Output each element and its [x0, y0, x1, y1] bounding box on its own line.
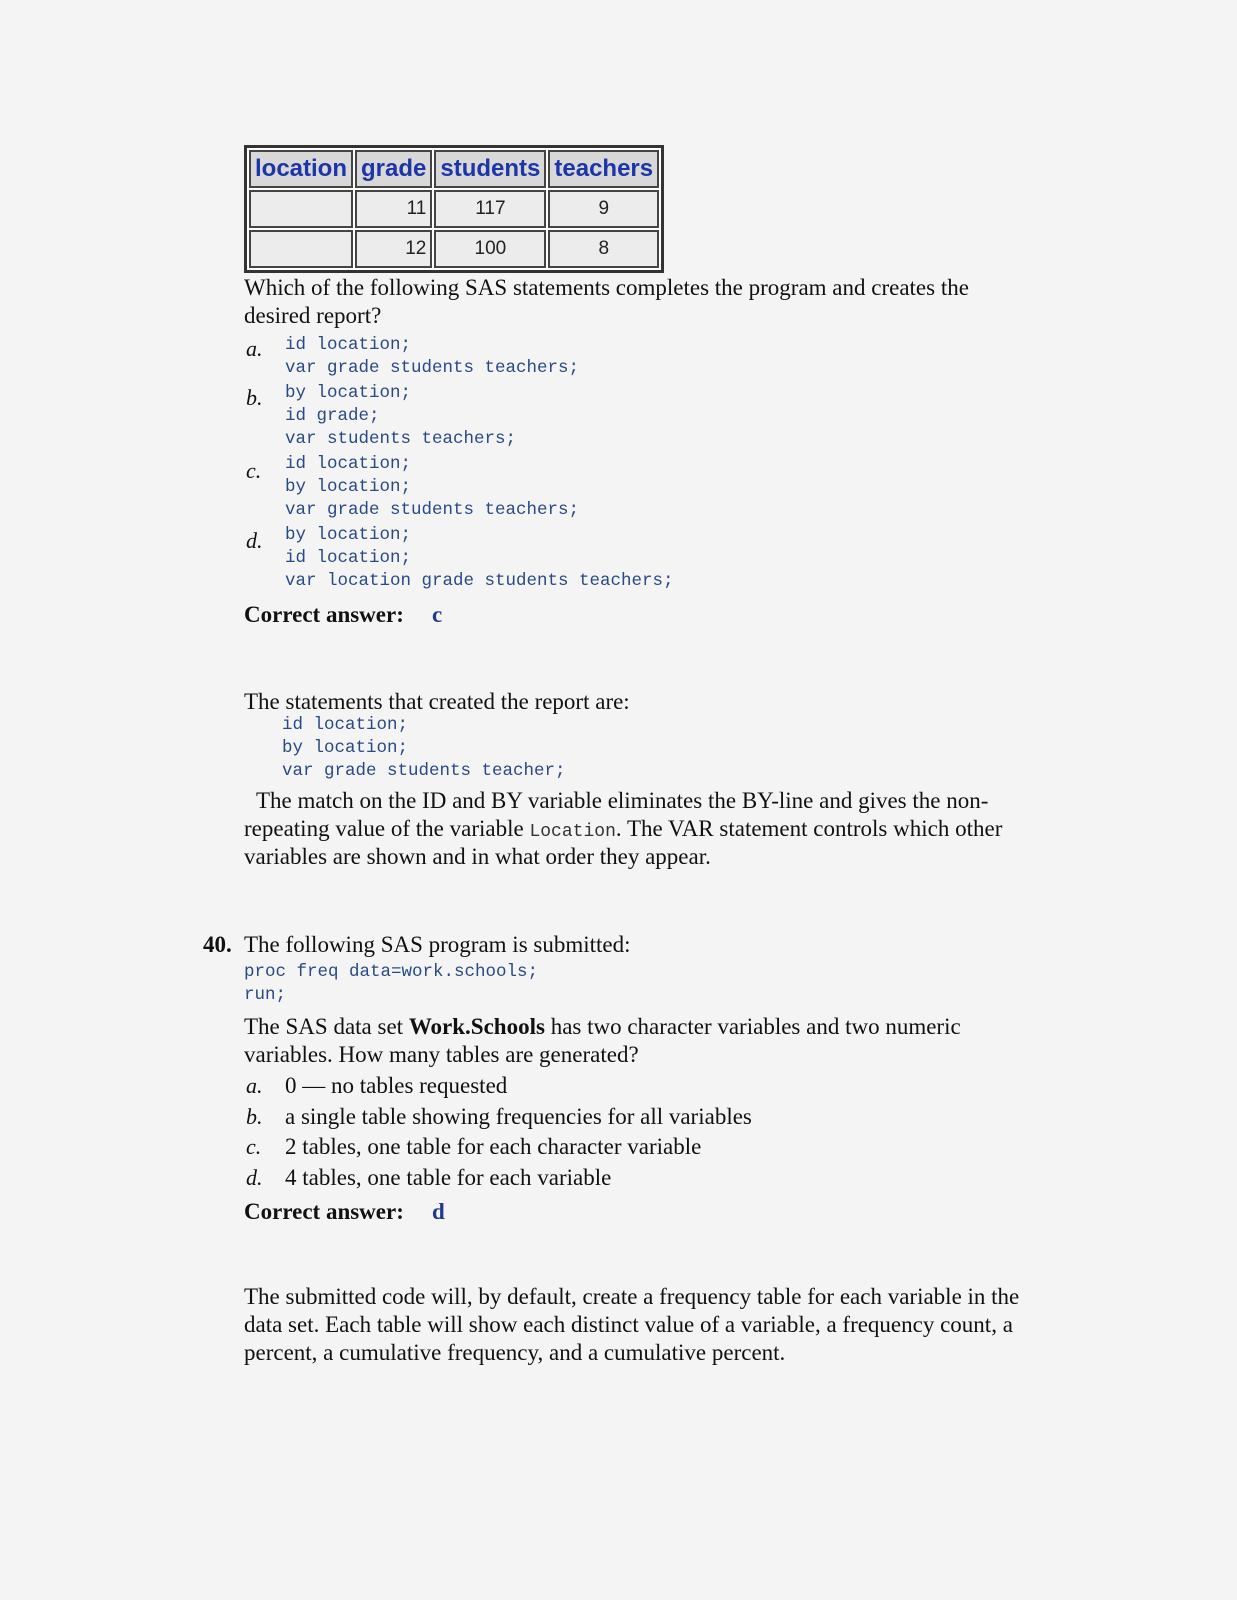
q39-explanation-intro: The statements that created the report are:	[244, 689, 630, 714]
q39-question-line2: desired report?	[244, 303, 382, 328]
table-header-cell: students	[434, 150, 546, 188]
q39-explanation-code-3: var grade students teacher;	[282, 761, 566, 781]
q39-option-b-code-2: id grade;	[285, 406, 380, 426]
question-text: The SAS data set	[244, 1014, 409, 1039]
q40-option-b-letter: b.	[246, 1104, 263, 1129]
q40-answer-value: d	[432, 1199, 445, 1224]
q39-option-c-letter: c.	[246, 458, 262, 483]
table-cell: 117	[434, 190, 546, 228]
q40-option-d-text: 4 tables, one table for each variable	[285, 1165, 612, 1190]
report-table	[244, 145, 664, 273]
q39-option-a-code-2: var grade students teachers;	[285, 358, 580, 378]
q39-option-b-code-1: by location;	[285, 383, 412, 403]
q40-option-c-letter: c.	[246, 1134, 262, 1159]
q40-explanation-line2: data set. Each table will show each distinct value of a variable, a frequency count, a	[244, 1312, 1013, 1337]
explanation-text: . The VAR statement controls which other	[615, 816, 1003, 841]
q39-option-c-code-2: by location;	[285, 477, 412, 497]
table-row	[249, 190, 659, 228]
inline-code-location: Location	[529, 822, 616, 842]
q40-explanation-line1: The submitted code will, by default, create a frequency table for each variable in the	[244, 1284, 1020, 1309]
table-header-cell: grade	[355, 150, 432, 188]
q39-explanation-line3: variables are shown and in what order they appear.	[244, 844, 711, 869]
table-cell: 9	[548, 190, 659, 228]
table-cell: 8	[548, 230, 659, 268]
q39-option-d-code-3: var location grade students teachers;	[285, 571, 674, 591]
q40-text-line2: variables. How many tables are generated?	[244, 1042, 639, 1067]
q40-option-d-letter: d.	[246, 1165, 263, 1190]
q39-option-b-code-3: var students teachers;	[285, 429, 517, 449]
table-row	[249, 230, 659, 268]
q39-option-d-letter: d.	[246, 528, 263, 553]
q39-explanation-line1: The match on the ID and BY variable eliminates the BY-line and gives the non-	[256, 788, 989, 813]
q40-option-a-text: 0 — no tables requested	[285, 1073, 508, 1098]
q40-code-1: proc freq data=work.schools;	[244, 962, 539, 982]
q40-option-a-letter: a.	[246, 1073, 263, 1098]
q40-code-2: run;	[244, 985, 287, 1005]
q40-number: 40.	[203, 932, 232, 957]
dataset-name: Work.Schools	[408, 1014, 545, 1039]
explanation-text: repeating value of the variable	[244, 816, 530, 841]
q39-option-a-code-1: id location;	[285, 335, 412, 355]
table-cell	[249, 190, 353, 228]
q39-answer-value: c	[432, 602, 443, 627]
q39-explanation-line2	[244, 815, 1002, 846]
table-cell	[249, 230, 353, 268]
q40-text-line1	[244, 1013, 961, 1041]
q39-option-a-letter: a.	[246, 336, 263, 361]
q40-answer-label: Correct answer:	[244, 1199, 404, 1224]
q39-explanation-code-1: id location;	[282, 715, 409, 735]
q39-option-d-code-2: id location;	[285, 548, 412, 568]
table-cell: 11	[355, 190, 432, 228]
table-header-row	[249, 150, 659, 188]
q39-option-b-letter: b.	[246, 385, 263, 410]
table-cell: 100	[434, 230, 546, 268]
table-cell: 12	[355, 230, 432, 268]
q39-option-c-code-1: id location;	[285, 454, 412, 474]
question-text: has two character variables and two numeric	[544, 1014, 961, 1039]
table-header-cell: teachers	[548, 150, 659, 188]
q39-answer-label: Correct answer:	[244, 602, 404, 627]
q39-explanation-code-2: by location;	[282, 738, 409, 758]
q40-intro: The following SAS program is submitted:	[244, 932, 631, 957]
q40-option-b-text: a single table showing frequencies for all variables	[285, 1104, 752, 1129]
q39-question-line1: Which of the following SAS statements completes the program and creates the	[244, 275, 969, 300]
q40-option-c-text: 2 tables, one table for each character variable	[285, 1134, 702, 1159]
table-header-cell: location	[249, 150, 353, 188]
q39-option-c-code-3: var grade students teachers;	[285, 500, 580, 520]
q39-option-d-code-1: by location;	[285, 525, 412, 545]
q40-explanation-line3: percent, a cumulative frequency, and a cumulative percent.	[244, 1340, 786, 1365]
